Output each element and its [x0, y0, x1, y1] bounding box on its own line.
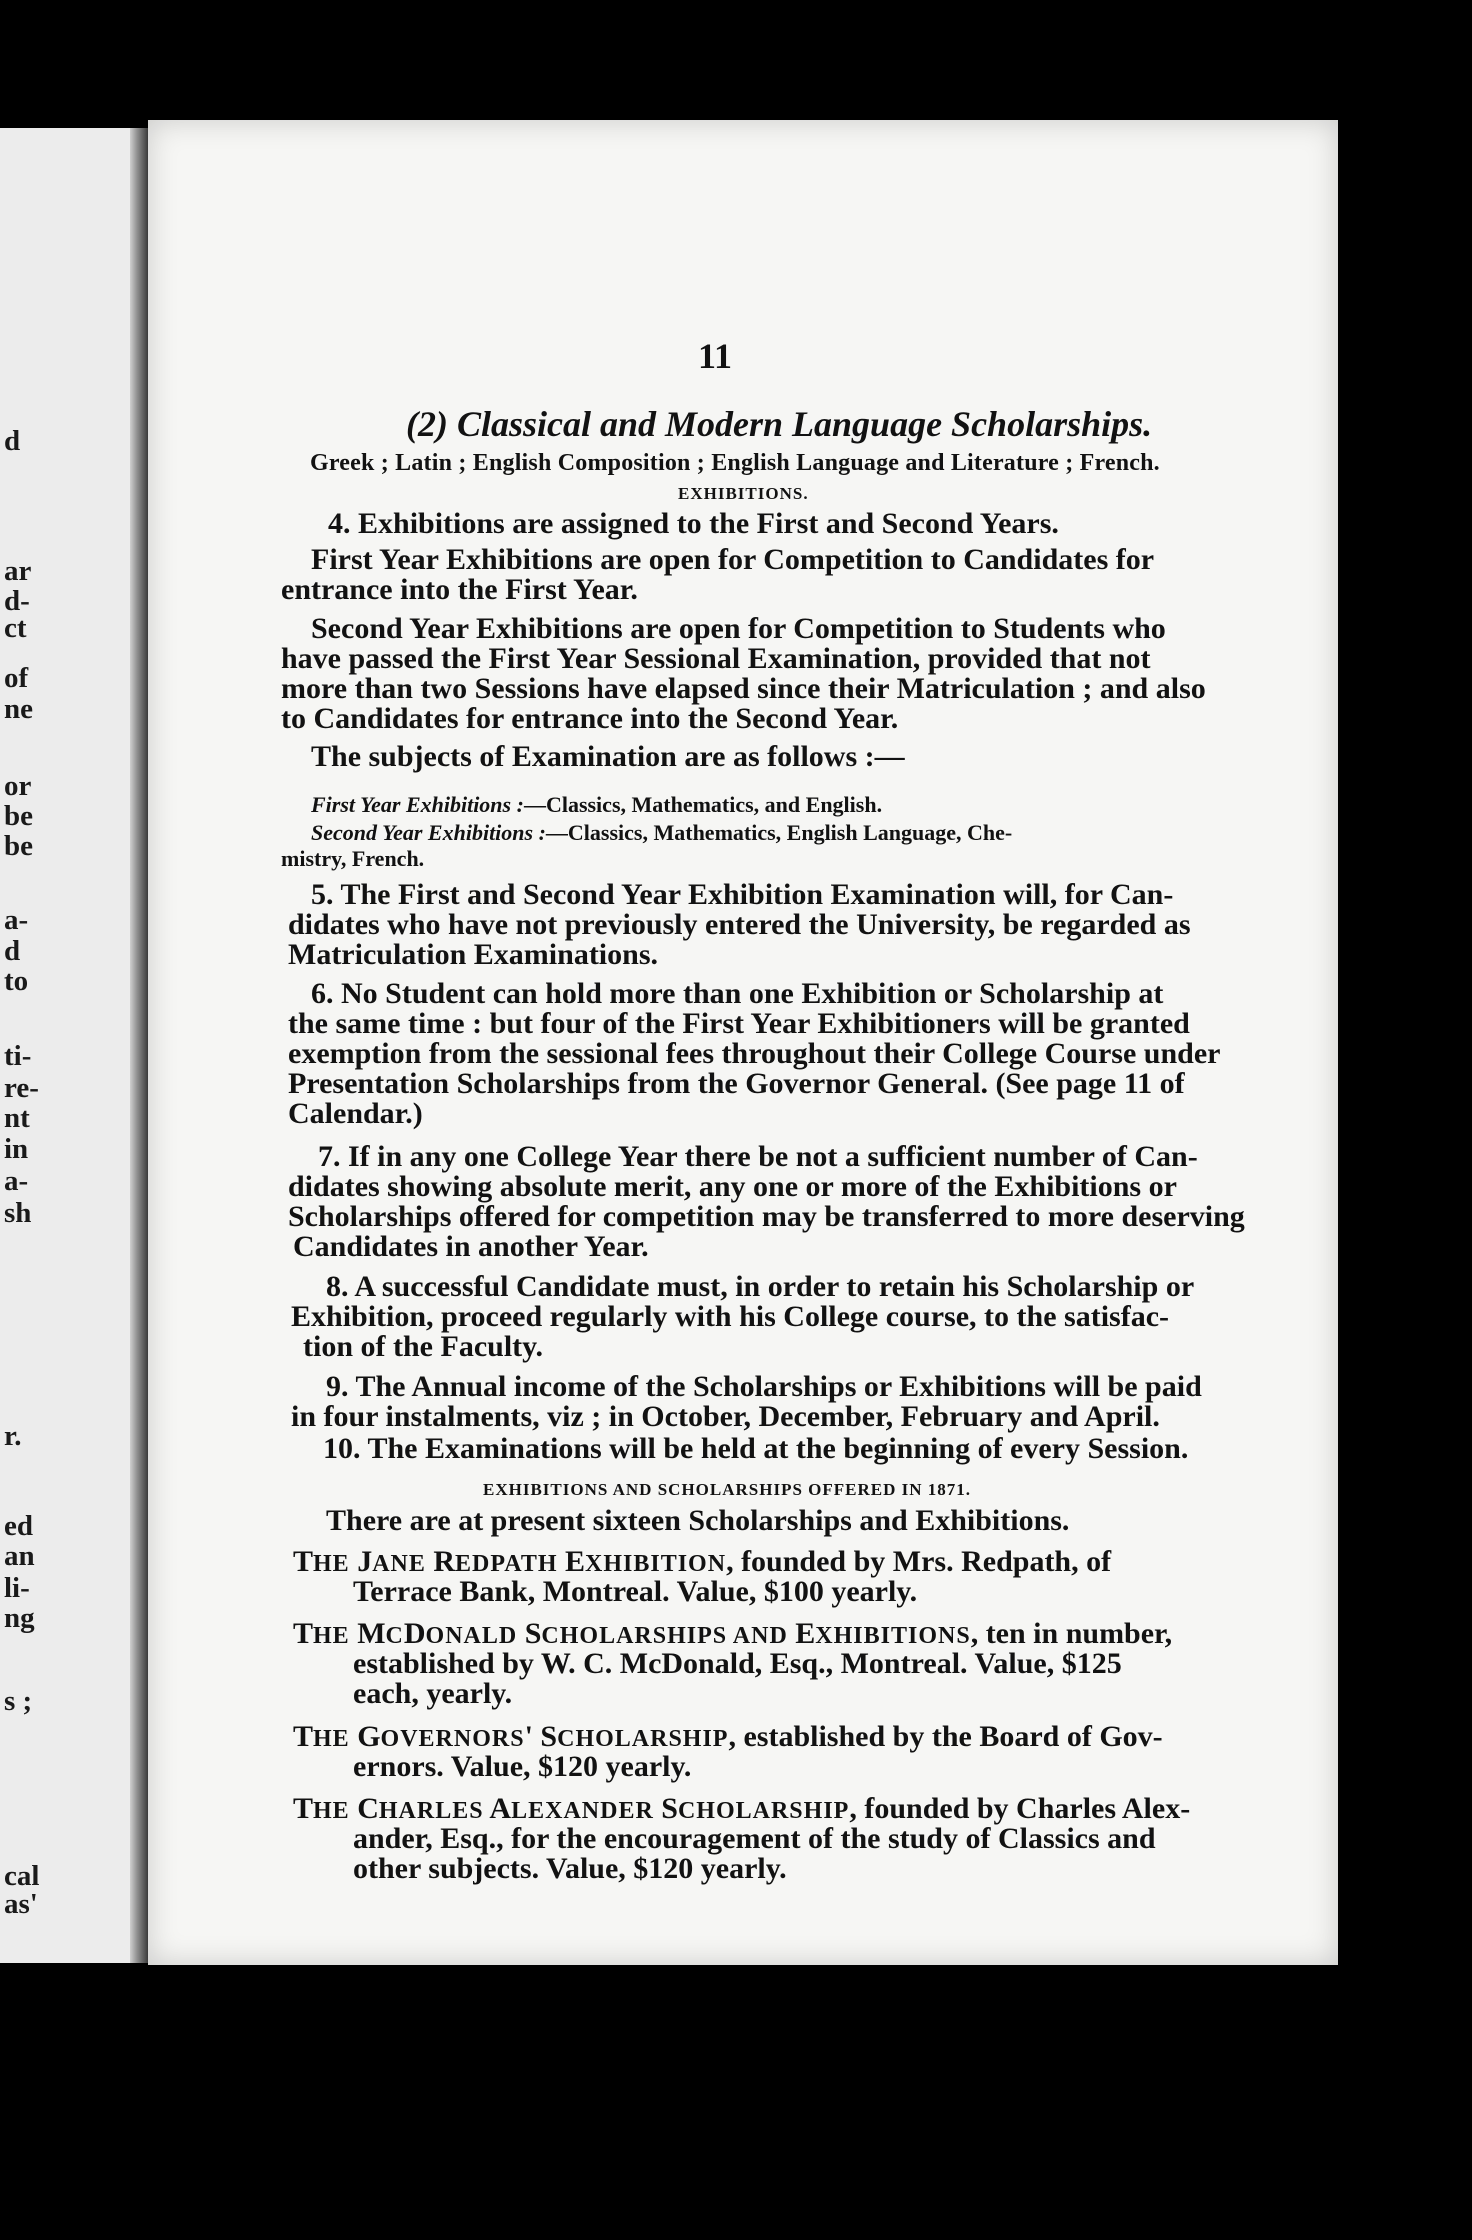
- text-line: have passed the First Year Sessional Examination, provided that not: [281, 642, 1151, 675]
- award-name-part: ' S: [524, 1720, 558, 1753]
- award-prefix-rest: HE: [313, 1551, 350, 1577]
- award-name-part: S: [653, 1792, 678, 1825]
- award-prefix: T: [293, 1792, 314, 1825]
- left-fragment: a-: [4, 1165, 29, 1197]
- award-name-part: C: [385, 1623, 404, 1649]
- award-prefix: T: [293, 1617, 314, 1650]
- left-fragment: ar: [4, 555, 32, 587]
- left-fragment: s ;: [4, 1685, 33, 1717]
- text-line: 10. The Examinations will be held at the beginning of every Session.: [323, 1432, 1189, 1465]
- text-line: didates showing absolute merit, any one or more of the Exhibitions or: [288, 1170, 1177, 1203]
- text-line: Presentation Scholarships from the Governor General. (See page 11 of: [288, 1067, 1185, 1100]
- text-line: Scholarships offered for competition may be transferred to more deserving: [288, 1200, 1245, 1233]
- award-name-part: CHOLARSHIP: [557, 1726, 729, 1752]
- left-fragment: or: [4, 770, 32, 802]
- award-name-part: D: [403, 1617, 426, 1650]
- award-prefix: T: [293, 1545, 314, 1578]
- left-fragment: in: [4, 1133, 29, 1165]
- left-fragment: of: [4, 662, 29, 694]
- award-text: established by W. C. McDonald, Esq., Montreal. Value, $125: [353, 1647, 1122, 1680]
- left-fragment: be: [4, 800, 33, 832]
- text-line: didates who have not previously entered the University, be regarded as: [288, 908, 1191, 941]
- award-text: , ten in number,: [970, 1617, 1173, 1650]
- award-text: , established by the Board of Gov-: [728, 1720, 1163, 1753]
- text-line: First Year Exhibitions are open for Competition to Candidates for: [311, 543, 1155, 576]
- left-fragment: ti-: [4, 1040, 32, 1072]
- text-line: Exhibition, proceed regularly with his College course, to the satisfac-: [291, 1300, 1169, 1333]
- page-number: 11: [698, 336, 733, 376]
- award-text: ernors. Value, $120 yearly.: [353, 1750, 692, 1783]
- left-fragment: d-: [4, 585, 30, 617]
- award-entry: [293, 1792, 1190, 1826]
- text-line: the same time : but four of the First Year Exhibitioners will be granted: [288, 1007, 1190, 1040]
- left-fragment: d: [4, 425, 21, 457]
- left-fragment: li-: [4, 1572, 30, 1604]
- award-name-part: E: [787, 1617, 816, 1650]
- subjects-list: Greek ; Latin ; English Composition ; English Language and Literature ; French.: [310, 450, 1160, 476]
- award-prefix: T: [293, 1720, 314, 1753]
- award-name-part: M: [357, 1617, 386, 1650]
- left-fragment: sh: [4, 1197, 32, 1229]
- award-entry: [293, 1617, 1172, 1651]
- award-name-part: A: [483, 1792, 512, 1825]
- text-line: The subjects of Examination are as follows :—: [311, 740, 905, 773]
- second-year-continuation: mistry, French.: [281, 846, 425, 871]
- left-fragment: ed: [4, 1510, 33, 1542]
- first-year-label: First Year Exhibitions :: [311, 792, 524, 817]
- award-name-part: C: [357, 1792, 379, 1825]
- left-fragment: d: [4, 935, 21, 967]
- award-name-part: ONALD: [425, 1623, 518, 1649]
- left-fragment: cal: [4, 1860, 40, 1892]
- award-name-part: XHIBITIONS: [815, 1623, 971, 1649]
- text-line: 5. The First and Second Year Exhibition Examination will, for Can-: [311, 878, 1174, 911]
- text-line: 9. The Annual income of the Scholarships or Exhibitions will be paid: [326, 1370, 1202, 1403]
- award-name-part: CHOLARSHIPS AND: [541, 1623, 788, 1649]
- award-text: other subjects. Value, $120 yearly.: [353, 1852, 787, 1885]
- text-line: exemption from the sessional fees throughout their College Course under: [288, 1037, 1221, 1070]
- exhibitions-label: EXHIBITIONS.: [678, 484, 809, 503]
- left-fragment: r.: [4, 1420, 22, 1452]
- text-line: entrance into the First Year.: [281, 573, 638, 606]
- left-fragment: ct: [4, 612, 27, 644]
- award-name-part: CHOLARSHIP: [677, 1798, 850, 1824]
- award-name-part: XHIBITION: [585, 1551, 727, 1577]
- left-fragment: ne: [4, 693, 33, 725]
- award-text: each, yearly.: [353, 1677, 513, 1710]
- left-fragment: an: [4, 1540, 35, 1572]
- text-line: Calendar.): [288, 1097, 423, 1130]
- left-fragment: a-: [4, 904, 29, 936]
- award-text: , founded by Charles Alex-: [849, 1792, 1191, 1825]
- document-page: [148, 120, 1338, 1965]
- book-gutter: [130, 128, 148, 1963]
- left-fragment: nt: [4, 1102, 30, 1134]
- second-year-subjects: [311, 820, 1012, 846]
- text-line: 8. A successful Candidate must, in order to retain his Scholarship or: [326, 1270, 1195, 1303]
- text-line: more than two Sessions have elapsed since their Matriculation ; and also: [281, 672, 1206, 705]
- text-line: 4. Exhibitions are assigned to the First and Second Years.: [328, 507, 1059, 540]
- award-name-part: LEXANDER: [511, 1798, 654, 1824]
- award-name-part: HARLES: [378, 1798, 484, 1824]
- text-line: 7. If in any one College Year there be not a sufficient number of Can-: [318, 1140, 1198, 1173]
- award-prefix-rest: HE: [313, 1726, 350, 1752]
- left-fragment: be: [4, 830, 33, 862]
- section-heading: (2) Classical and Modern Language Scholarships.: [406, 404, 1153, 444]
- first-year-text: —Classics, Mathematics, and English.: [523, 792, 883, 817]
- award-name-part: G: [357, 1720, 381, 1753]
- award-name-part: S: [517, 1617, 542, 1650]
- left-fragment: re-: [4, 1072, 39, 1104]
- second-year-text: —Classics, Mathematics, English Language, Che-: [545, 820, 1013, 845]
- text-line: 6. No Student can hold more than one Exhibition or Scholarship at: [311, 977, 1164, 1010]
- text-line: Matriculation Examinations.: [288, 938, 659, 971]
- text-line: There are at present sixteen Scholarships and Exhibitions.: [326, 1504, 1070, 1537]
- text-line: in four instalments, viz ; in October, December, February and April.: [291, 1400, 1160, 1433]
- award-name-part: J: [357, 1545, 373, 1578]
- left-fragment: to: [4, 965, 29, 997]
- second-year-label: Second Year Exhibitions :: [311, 820, 546, 845]
- award-entry: [293, 1720, 1163, 1754]
- text-line: Candidates in another Year.: [293, 1230, 649, 1263]
- award-name-part: E: [557, 1545, 586, 1578]
- award-text: , founded by Mrs. Redpath, of: [726, 1545, 1112, 1578]
- text-line: to Candidates for entrance into the Second Year.: [281, 702, 899, 735]
- text-line: tion of the Faculty.: [303, 1330, 543, 1363]
- award-name-part: ANE: [372, 1551, 426, 1577]
- left-fragment: as': [4, 1888, 38, 1920]
- offered-heading: EXHIBITIONS AND SCHOLARSHIPS OFFERED IN 1871.: [483, 1480, 972, 1499]
- award-name-part: OVERNORS: [380, 1726, 525, 1752]
- award-text: ander, Esq., for the encouragement of the study of Classics and: [353, 1822, 1156, 1855]
- text-line: Second Year Exhibitions are open for Competition to Students who: [311, 612, 1166, 645]
- award-entry: [293, 1545, 1111, 1579]
- award-name-part: R: [425, 1545, 456, 1578]
- award-name-part: EDPATH: [455, 1551, 558, 1577]
- award-text: Terrace Bank, Montreal. Value, $100 yearly.: [353, 1575, 918, 1608]
- first-year-subjects: [311, 792, 882, 818]
- award-prefix-rest: HE: [313, 1623, 350, 1649]
- award-prefix-rest: HE: [313, 1798, 350, 1824]
- left-fragment: ng: [4, 1602, 35, 1634]
